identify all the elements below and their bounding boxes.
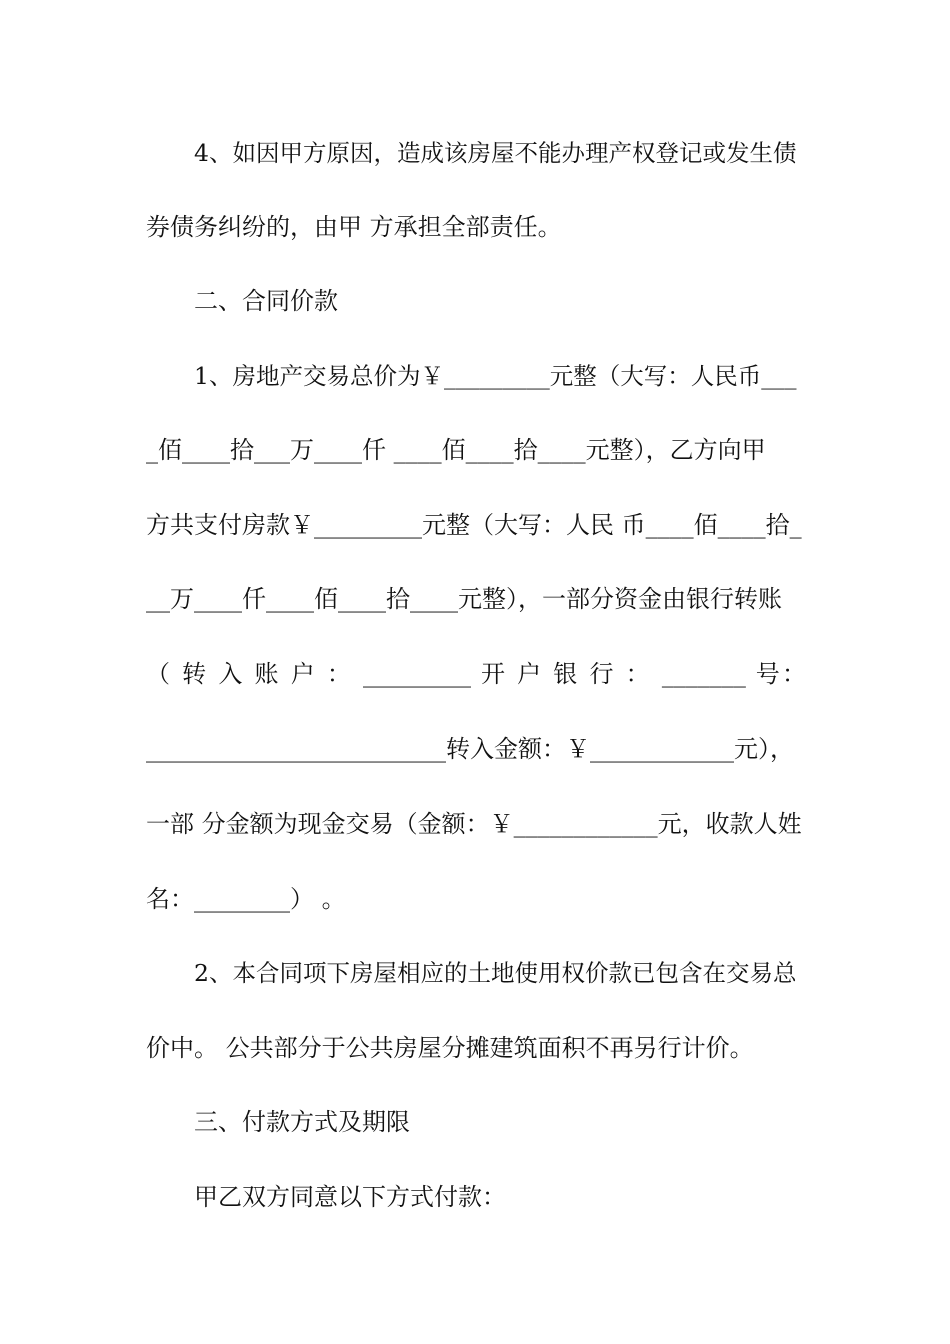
paragraph-line-price-4: __万____仟____佰____拾____元整），一部分资金由银行转账 <box>146 585 782 613</box>
paragraph-line-clause-2-cont: 价中。 公共部分于公共房屋分摊建筑面积不再另行计价。 <box>146 1034 754 1062</box>
paragraph-line-clause-4: 4、如因甲方原因，造成该房屋不能办理产权登记或发生债 <box>194 139 797 167</box>
paragraph-line-price-3: 方共支付房款￥_________元整（大写：人民 币____佰____拾_ <box>146 511 802 539</box>
paragraph-line-transfer-amount: _________________________转入金额：￥____________元）， <box>146 735 794 763</box>
paragraph-line-price-1: 1、房地产交易总价为￥_________元整（大写：人民币___ <box>194 362 797 390</box>
paragraph-line-payee-name: 名：________） 。 <box>146 885 346 913</box>
paragraph-line-cash-amount: 一部 分金额为现金交易（金额：￥____________元，收款人姓 <box>146 810 802 838</box>
paragraph-line-price-2: _佰____拾___万____仟 ____佰____拾____元整），乙方向甲 <box>146 436 766 464</box>
paragraph-line-transfer-account: （ 转 入 账 户 ： _________ 开 户 银 行 ： _______ 号： <box>146 660 806 688</box>
paragraph-line-payment-method: 甲乙双方同意以下方式付款： <box>194 1183 506 1211</box>
section-heading-contract-price: 二、合同价款 <box>194 287 338 315</box>
paragraph-line-clause-4-cont: 券债务纠纷的，由甲 方承担全部责任。 <box>146 213 562 241</box>
section-heading-payment-terms: 三、付款方式及期限 <box>194 1108 410 1136</box>
paragraph-line-clause-2: 2、本合同项下房屋相应的土地使用权价款已包含在交易总 <box>194 959 797 987</box>
